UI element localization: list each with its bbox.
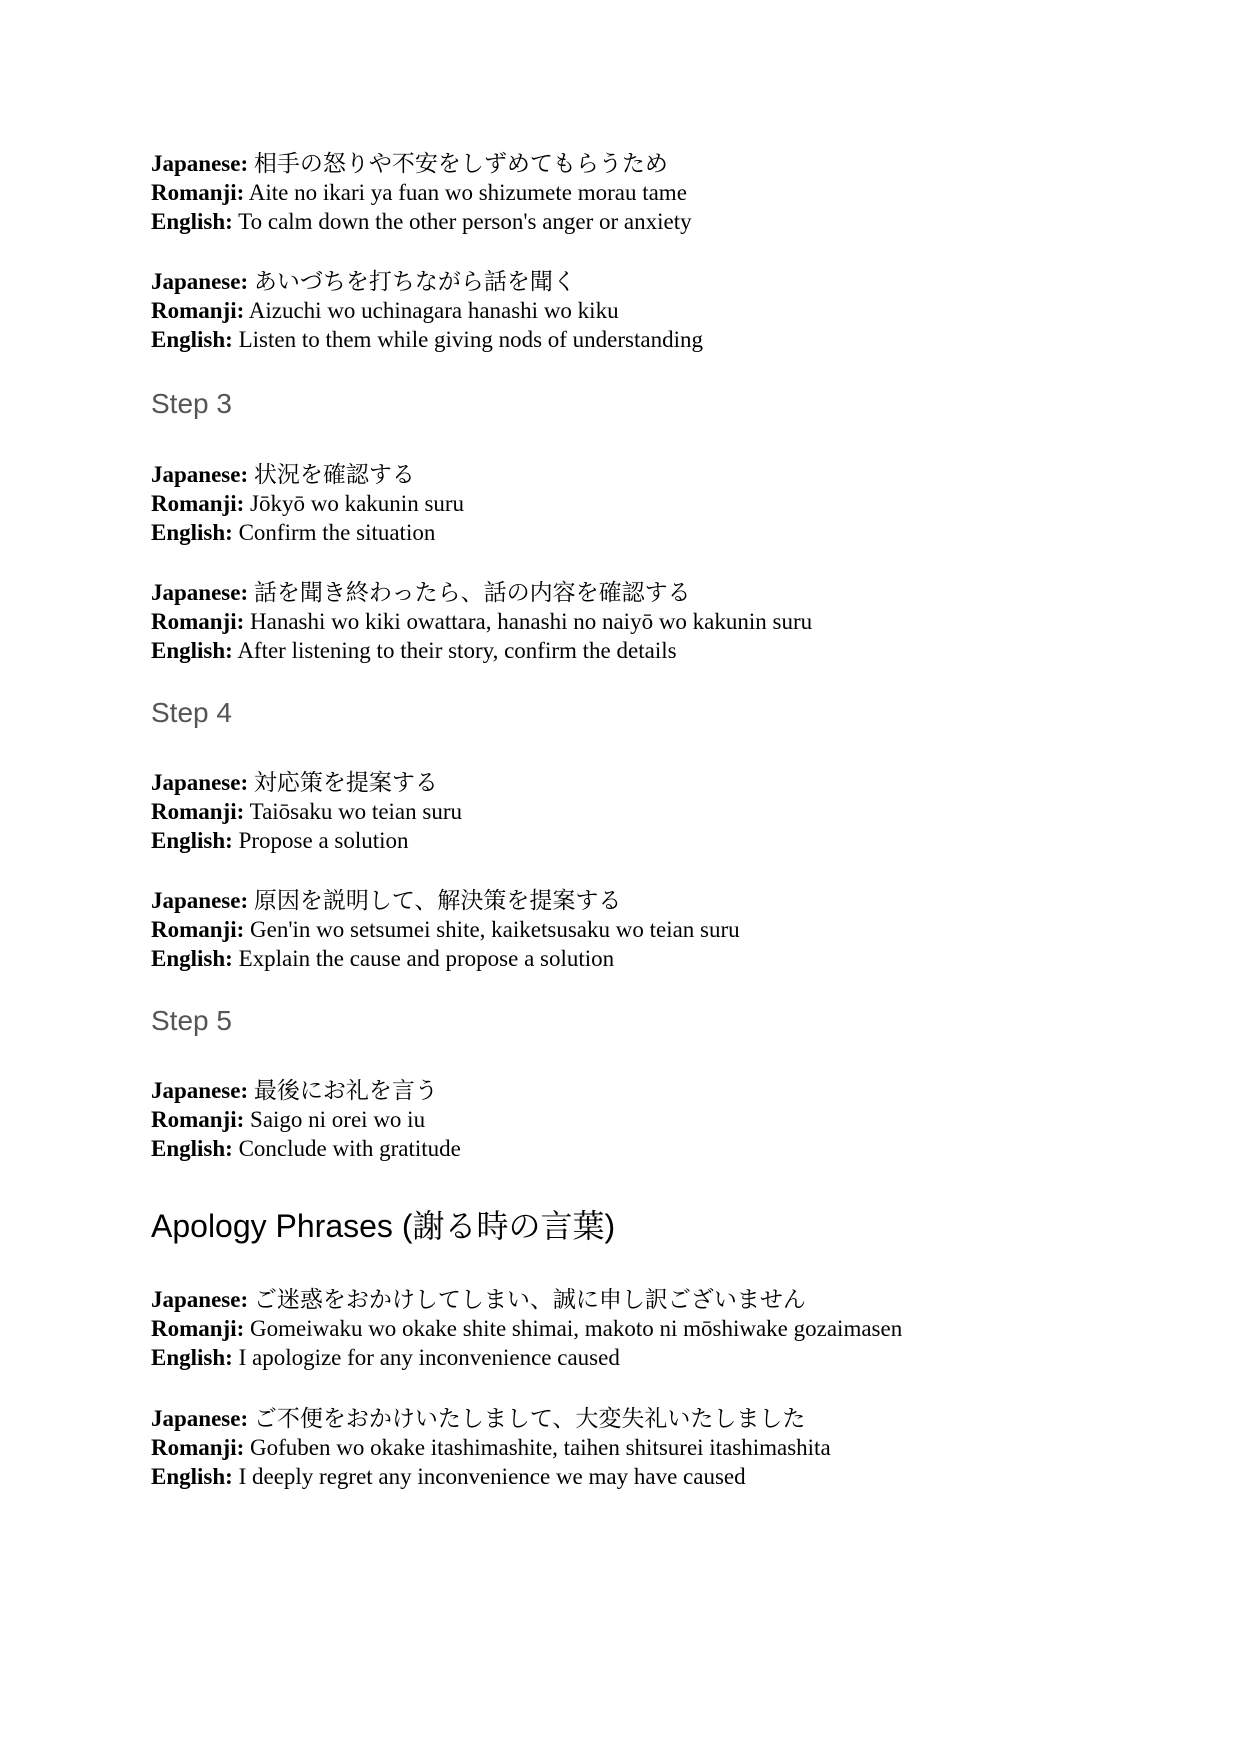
- romanji-line: [151, 489, 464, 518]
- japanese-line: [151, 1285, 902, 1314]
- english-line: [151, 325, 703, 354]
- japanese-line: [151, 886, 740, 915]
- japanese-text: 話を聞き終わったら、話の内容を確認する: [253, 580, 691, 605]
- romanji-label: Romanji:: [151, 917, 245, 942]
- english-text: I deeply regret any inconvenience we may have caused: [238, 1464, 746, 1489]
- japanese-label: Japanese:: [151, 888, 249, 913]
- romanji-label: Romanji:: [151, 1107, 245, 1132]
- romanji-text: Hanashi wo kiki owattara, hanashi no naiyō wo kakunin suru: [250, 609, 813, 634]
- japanese-text: 相手の怒りや不安をしずめてもらうため: [253, 151, 668, 176]
- romanji-label: Romanji:: [151, 180, 245, 205]
- japanese-text: 最後にお礼を言う: [253, 1078, 438, 1103]
- english-label: English:: [151, 946, 233, 971]
- japanese-text: ご不便をおかけいたしまして、大変失礼いたしました: [253, 1406, 806, 1431]
- english-line: [151, 1134, 461, 1163]
- phrase-entry: [151, 578, 812, 665]
- japanese-line: [151, 149, 692, 178]
- japanese-label: Japanese:: [151, 269, 249, 294]
- english-text: I apologize for any inconvenience caused: [238, 1345, 620, 1370]
- romanji-line: [151, 1433, 831, 1462]
- japanese-label: Japanese:: [151, 1406, 249, 1431]
- japanese-label: Japanese:: [151, 580, 249, 605]
- romanji-line: [151, 296, 703, 325]
- romanji-text: Aite no ikari ya fuan wo shizumete morau tame: [248, 180, 687, 205]
- japanese-text: 原因を説明して、解決策を提案する: [253, 888, 622, 913]
- english-label: English:: [151, 1136, 233, 1161]
- english-line: [151, 1343, 902, 1372]
- romanji-label: Romanji:: [151, 298, 245, 323]
- phrase-entry: [151, 460, 464, 547]
- romanji-label: Romanji:: [151, 799, 245, 824]
- japanese-label: Japanese:: [151, 1078, 249, 1103]
- english-text: Conclude with gratitude: [238, 1136, 461, 1161]
- apology-section-heading: Apology Phrases (謝る時の言葉): [151, 1208, 616, 1244]
- english-line: [151, 826, 462, 855]
- japanese-text: ご迷惑をおかけしてしまい、誠に申し訳ございません: [253, 1287, 806, 1312]
- english-label: English:: [151, 520, 233, 545]
- phrase-entry: [151, 149, 692, 236]
- romanji-line: [151, 607, 812, 636]
- phrase-entry: [151, 1076, 461, 1163]
- romanji-text: Gomeiwaku wo okake shite shimai, makoto ni mōshiwake gozaimasen: [250, 1316, 903, 1341]
- english-text: Explain the cause and propose a solution: [238, 946, 615, 971]
- japanese-line: [151, 578, 812, 607]
- japanese-text: 状況を確認する: [253, 462, 415, 487]
- romanji-label: Romanji:: [151, 609, 245, 634]
- japanese-line: [151, 1076, 461, 1105]
- japanese-line: [151, 460, 464, 489]
- japanese-label: Japanese:: [151, 770, 249, 795]
- english-label: English:: [151, 638, 233, 663]
- romanji-label: Romanji:: [151, 1435, 245, 1460]
- japanese-line: [151, 267, 703, 296]
- english-text: Confirm the situation: [238, 520, 436, 545]
- step-3-heading: Step 3: [151, 388, 232, 419]
- english-line: [151, 1462, 831, 1491]
- romanji-line: [151, 1105, 461, 1134]
- japanese-line: [151, 1404, 831, 1433]
- english-text: To calm down the other person's anger or anxiety: [238, 209, 692, 234]
- english-line: [151, 207, 692, 236]
- english-label: English:: [151, 209, 233, 234]
- romanji-line: [151, 178, 692, 207]
- japanese-label: Japanese:: [151, 151, 249, 176]
- romanji-line: [151, 1314, 902, 1343]
- phrase-entry: [151, 886, 740, 973]
- romanji-label: Romanji:: [151, 491, 245, 516]
- step-5-heading: Step 5: [151, 1005, 232, 1036]
- romanji-text: Gofuben wo okake itashimashite, taihen shitsurei itashimashita: [250, 1435, 831, 1460]
- romanji-text: Taiōsaku wo teian suru: [249, 799, 462, 824]
- english-label: English:: [151, 828, 233, 853]
- japanese-line: [151, 768, 462, 797]
- phrase-entry: [151, 768, 462, 855]
- phrase-entry: [151, 1404, 831, 1491]
- romanji-text: Aizuchi wo uchinagara hanashi wo kiku: [248, 298, 619, 323]
- phrase-entry: [151, 267, 703, 354]
- phrase-entry: [151, 1285, 902, 1372]
- english-label: English:: [151, 1345, 233, 1370]
- japanese-label: Japanese:: [151, 462, 249, 487]
- english-text: After listening to their story, confirm the details: [237, 638, 677, 663]
- step-4-heading: Step 4: [151, 697, 232, 728]
- japanese-label: Japanese:: [151, 1287, 249, 1312]
- romanji-line: [151, 797, 462, 826]
- english-label: English:: [151, 1464, 233, 1489]
- english-line: [151, 636, 812, 665]
- english-line: [151, 944, 740, 973]
- romanji-text: Gen'in wo setsumei shite, kaiketsusaku wo teian suru: [250, 917, 740, 942]
- romanji-text: Saigo ni orei wo iu: [250, 1107, 426, 1132]
- romanji-label: Romanji:: [151, 1316, 245, 1341]
- english-text: Listen to them while giving nods of understanding: [238, 327, 703, 352]
- english-label: English:: [151, 327, 233, 352]
- japanese-text: あいづちを打ちながら話を聞く: [253, 269, 576, 294]
- romanji-line: [151, 915, 740, 944]
- romanji-text: Jōkyō wo kakunin suru: [250, 491, 465, 516]
- english-line: [151, 518, 464, 547]
- japanese-text: 対応策を提案する: [253, 770, 438, 795]
- english-text: Propose a solution: [238, 828, 409, 853]
